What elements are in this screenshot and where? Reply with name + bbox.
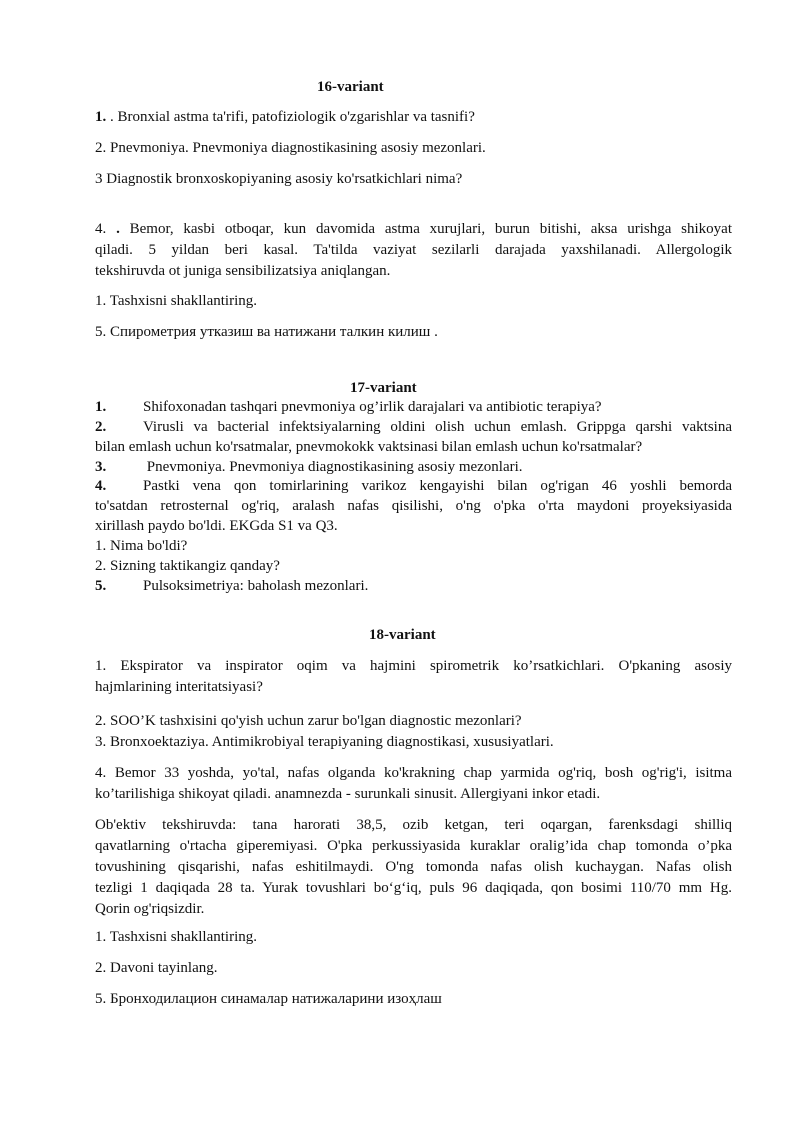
v18-objective-line-2: qavatlarning o'rtacha giperemiyasi. O'pka perkussiyasida kuraklar oralig’ida chap tomonda o’pka [95,838,732,854]
variant-17-heading: 17-variant [350,380,417,396]
v17-question-5 [95,576,732,596]
v18-objective-line-4: tezligi 1 daqiqada 28 ta. Yurak tovushlari bo‘g‘iq, puls 96 daqiqada, qon bosimi 110/70 mm Hg. [95,880,732,896]
v18-task-2: 2. Davoni tayinlang. [95,960,218,976]
v18-task-1: 1. Tashxisni shakllantiring. [95,929,257,945]
v17-q5-text: Pulsoksimetriya: baholash mezonlari. [143,578,369,594]
v17-q2-number: 2. [95,419,107,435]
v17-q1-number: 1. [95,399,107,415]
v16-q1-text: . Bronxial astma ta'rifi, patofiziologik o'zgarishlar va tasnifi? [106,109,475,125]
v16-question-4-line-3: tekshiruvda ot juniga sensibilizatsiya aniqlangan. [95,263,391,279]
v17-question-4-line-3: xirillash paydo bo'ldi. EKGda S1 va Q3. [95,518,338,534]
v18-objective-line-3: tovushining qisqarishi, nafas eshitilmaydi. O'ng tomonda nafas olish kuchaygan. Nafas olish [95,859,732,875]
v17-question-4-line-2: to'satdan retrosternal og'riq, aralash nafas qisilishi, o'ng o'pka o'rta maydoni proyeksiyasida [95,498,732,514]
v17-q3-number: 3. [95,459,107,475]
v17-q3-text: Pnevmoniya. Pnevmoniya diagnostikasining asosiy mezonlari. [143,459,523,475]
v17-q4-text: Pastki vena qon tomirlarining varikoz kengayishi bilan og'rigan 46 yoshli bemorda [143,478,732,494]
v16-q4-task-1: 1. Tashxisni shakllantiring. [95,293,257,309]
v16-question-4-line-2: qiladi. 5 yildan beri kasal. Ta'tilda vaziyat sezilarli darajada yaxshilanadi. Allergologik [95,242,732,258]
v17-question-2-line-1 [95,417,732,437]
v17-sub-question-2: 2. Sizning taktikangiz qanday? [95,558,280,574]
variant-16-heading: 16-variant [317,79,384,95]
v16-q1-number: 1. [95,109,107,125]
v18-objective-line-5: Qorin og'riqsizdir. [95,901,205,917]
v16-q4-dot: . [116,221,120,237]
v18-question-2: 2. SOO’K tashxisini qo'yish uchun zarur bo'lgan diagnostic mezonlari? [95,713,522,729]
v18-question-5: 5. Бронходилацион синамалар натижаларини изоҳлаш [95,991,442,1007]
v17-q1-text: Shifoxonadan tashqari pnevmoniya og’irlik darajalari va antibiotic terapiya? [143,399,602,415]
v17-question-2-line-2: bilan emlash uchun ko'rsatmalar, pnevmokokk vaktsinasi bilan emlash uchun ko'rsatmalar? [95,439,643,455]
v18-question-3: 3. Bronxoektaziya. Antimikrobiyal terapiyaning diagnostikasi, xususiyatlari. [95,734,554,750]
v18-question-4-line-2: ko’tarilishiga shikoyat qiladi. anamnezda - surunkali sinusit. Allergiyani inkor etadi. [95,786,601,802]
v17-sub-question-1: 1. Nima bo'ldi? [95,538,188,554]
v17-q4-number: 4. [95,478,107,494]
v18-question-1-line-2: hajmlarining interitatsiyasi? [95,679,263,695]
v17-question-1 [95,397,732,417]
v17-q2-text: Virusli va bacterial infektsiyalarning oldini olish uchun emlash. Grippga qarshi vaktsina [143,419,732,435]
v18-question-4-line-1: 4. Bemor 33 yoshda, yo'tal, nafas olganda ko'krakning chap yarmida og'riq, bosh og'rig'i, isitma [95,765,732,781]
v16-question-3: 3 Diagnostik bronxoskopiyaning asosiy ko'rsatkichlari nima? [95,171,463,187]
v16-question-4-line-1 [95,219,732,239]
v17-q5-number: 5. [95,578,107,594]
v16-question-1 [95,107,732,127]
v17-question-3 [95,457,732,477]
v16-q4-line1-text: Bemor, kasbi otboqar, kun davomida astma xurujlari, burun bitishi, aksa urishga shikoyat [119,221,733,237]
v16-question-2: 2. Pnevmoniya. Pnevmoniya diagnostikasining asosiy mezonlari. [95,140,486,156]
v18-objective-line-1: Ob'ektiv tekshiruvda: tana harorati 38,5, ozib ketgan, teri oqargan, farenksdagi shilliq [95,817,732,833]
v17-question-4-line-1 [95,476,732,496]
v16-q4-prefix: 4. [95,221,117,237]
variant-18-heading: 18-variant [369,627,436,643]
v18-question-1-line-1: 1. Ekspirator va inspirator oqim va hajmini spirometrik ko’rsatkichlari. O'pkaning asosiy [95,658,732,674]
v16-question-5: 5. Спирометрия утказиш ва натижани талкин килиш . [95,324,438,340]
